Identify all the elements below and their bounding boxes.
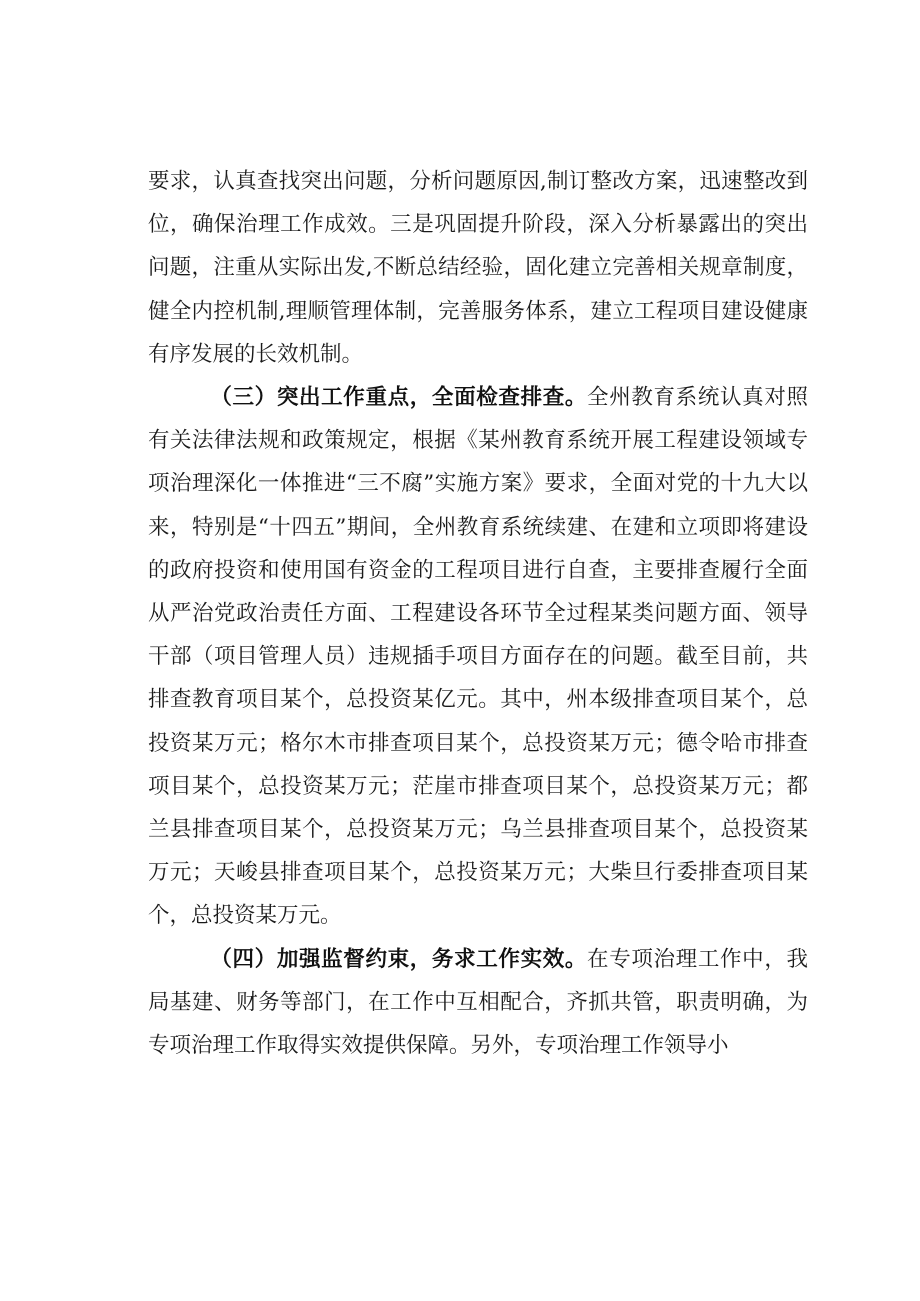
- paragraph-1-text: 要求，认真查找突出问题，分析问题原因,制订整改方案，迅速整改到位，确保治理工作成效。三是巩固提升阶段，深入分析暴露出的突出问题，注重从实际出发,不断总结经验，固化建立完善相关规章制度，健全内控机制,理顺管理体制，完善服务体系，建立工程项目建设健康有序发展的长效机制。: [148, 169, 808, 367]
- paragraph-3-text: 在专项治理工作中，我局基建、财务等部门，在工作中互相配合，齐抓共管，职责明确，为专项治理工作取得实效提供保障。另外，专项治理工作领导小: [148, 946, 808, 1059]
- section-heading-3: （三）突出工作重点，全面检查排查。: [210, 385, 588, 411]
- paragraph-1: [148, 160, 808, 376]
- paragraph-3: [148, 938, 808, 1068]
- document-body: [148, 160, 808, 1067]
- paragraph-2-text: 全州教育系统认真对照有关法律法规和政策规定，根据《某州教育系统开展工程建设领域专项治理深化一体推进“三不腐”实施方案》要求，全面对党的十九大以来，特别是“十四五”期间，全州教育系统续建、在建和立项即将建设的政府投资和使用国有资金的工程项目进行自查，主要排查履行全面从严治党政治责任方面、工程建设各环节全过程某类问题方面、领导干部（项目管理人员）违规插手项目方面存在的问题。截至目前，共排查教育项目某个，总投资某亿元。其中，州本级排查项目某个，总投资某万元；格尔木市排查项目某个，总投资某万元；德令哈市排查项目某个，总投资某万元；茫崖市排查项目某个，总投资某万元；都兰县排查项目某个，总投资某万元；乌兰县排查项目某个，总投资某万元；天峻县排查项目某个，总投资某万元；大柴旦行委排查项目某个，总投资某万元。: [148, 385, 808, 929]
- section-heading-4: （四）加强监督约束，务求工作实效。: [210, 946, 588, 972]
- paragraph-2: [148, 376, 808, 938]
